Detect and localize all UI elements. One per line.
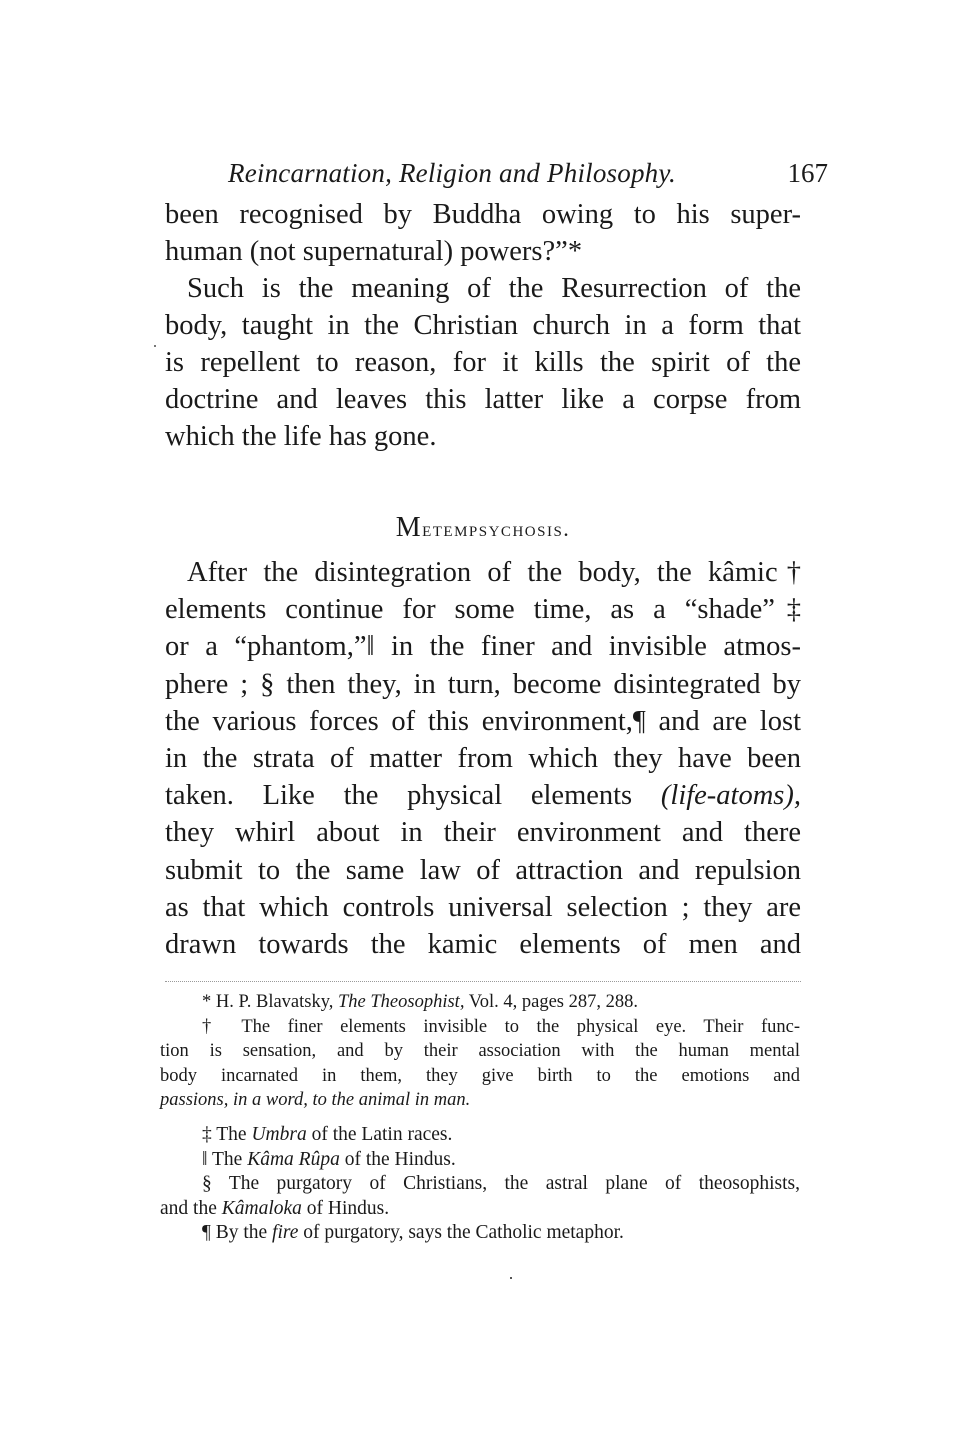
text-line: they whirl about in their environment and there (165, 817, 801, 849)
text-line: elements continue for some time, as a “shade”‡ (165, 594, 801, 626)
heading-initial: M (395, 512, 423, 543)
footnote-section-line (160, 1197, 800, 1222)
text-line: is repellent to reason, for it kills the spirit of the (165, 347, 801, 378)
footnote-term: Kâmaloka (221, 1197, 302, 1219)
text-line: body, taught in the Christian church in a form that (165, 310, 801, 341)
footnote-mark: ‖ The (202, 1148, 243, 1170)
text-line (165, 777, 801, 814)
text-line: After the disintegration of the body, the kâmic† (187, 557, 801, 588)
footnote-dagger-line: passions, in a word, to the animal in man. (160, 1090, 471, 1110)
footnote-text: of the Hindus. (344, 1148, 456, 1170)
footnote-pilcrow (160, 1221, 800, 1246)
text-line: the various forces of this environment,¶ and are lost (165, 705, 801, 737)
footnote-text: of purgatory, says the Catholic metaphor. (303, 1222, 624, 1243)
text-line: submit to the same law of attraction and repulsion (165, 854, 801, 886)
footnote-mark: ‡ The (202, 1124, 247, 1145)
footnote-term: Umbra (251, 1124, 307, 1145)
footnote-asterisk (160, 990, 800, 1015)
footnote-dagger-line: † The finer elements invisible to the physical eye. Their func- (202, 1016, 800, 1037)
footnote-dagger-line: body incarnated in them, they give birth to the emotions and (160, 1065, 800, 1086)
text-line: which the life has gone. (165, 421, 437, 452)
footnotes-upper (160, 990, 800, 1113)
text-line: drawn towards the kamic elements of men and (165, 928, 801, 960)
text-fragment: Like the physical elements (262, 780, 633, 812)
text-line: been recognised by Buddha owing to his super- (165, 199, 801, 230)
footnote-term: Kâma Rûpa (247, 1148, 340, 1170)
section-heading (165, 512, 801, 544)
paragraph-resurrection (165, 196, 801, 455)
footnote-parallel (160, 1148, 800, 1173)
footnote-dagger-line: tion is sensation, and by their association with the human mental (160, 1041, 800, 1061)
footnote-double-dagger (160, 1123, 800, 1148)
text-line: doctrine and leaves this latter like a corpse from (165, 384, 801, 415)
footnote-text: of the Latin races. (311, 1124, 453, 1145)
footnote-author: H. P. Blavatsky, (215, 992, 334, 1012)
footnote-text: and the (160, 1197, 217, 1219)
footnote-reference: Vol. 4, pages 287, 288. (468, 992, 638, 1012)
text-line: as that which controls universal selection ; they are (165, 891, 801, 923)
text-fragment: taken. (165, 780, 234, 812)
footnote-section-line: § The purgatory of Christians, the astral plane of theosophists, (202, 1173, 800, 1194)
footnote-work-title: The Theosophist, (338, 992, 465, 1012)
page-number: 167 (787, 158, 828, 188)
running-head (228, 158, 828, 198)
footnotes-lower (160, 1123, 800, 1246)
paragraph-metempsychosis (165, 554, 801, 963)
scan-speck (510, 1277, 512, 1279)
scan-speck (154, 345, 156, 347)
footnote-mark: * (202, 992, 212, 1012)
text-line: in the strata of matter from which they have been (165, 742, 801, 774)
emphasis-life-atoms: (life-atoms), (660, 780, 801, 812)
heading-rest: etempsychosis. (422, 516, 571, 541)
text-line: phere ; § then they, in turn, become disintegrated by (165, 668, 801, 700)
footnote-separator (165, 981, 801, 982)
footnote-term: fire (272, 1222, 299, 1243)
footnote-mark: ¶ By the (202, 1222, 268, 1243)
text-line: Such is the meaning of the Resurrection of the (187, 273, 801, 304)
footnote-text: of Hindus. (306, 1197, 390, 1219)
text-line: or a “phantom,”‖ in the finer and invisible atmos- (165, 631, 801, 663)
text-line: human (not supernatural) powers?”* (165, 236, 583, 267)
running-head-title: Reincarnation, Religion and Philosophy. (228, 158, 677, 188)
